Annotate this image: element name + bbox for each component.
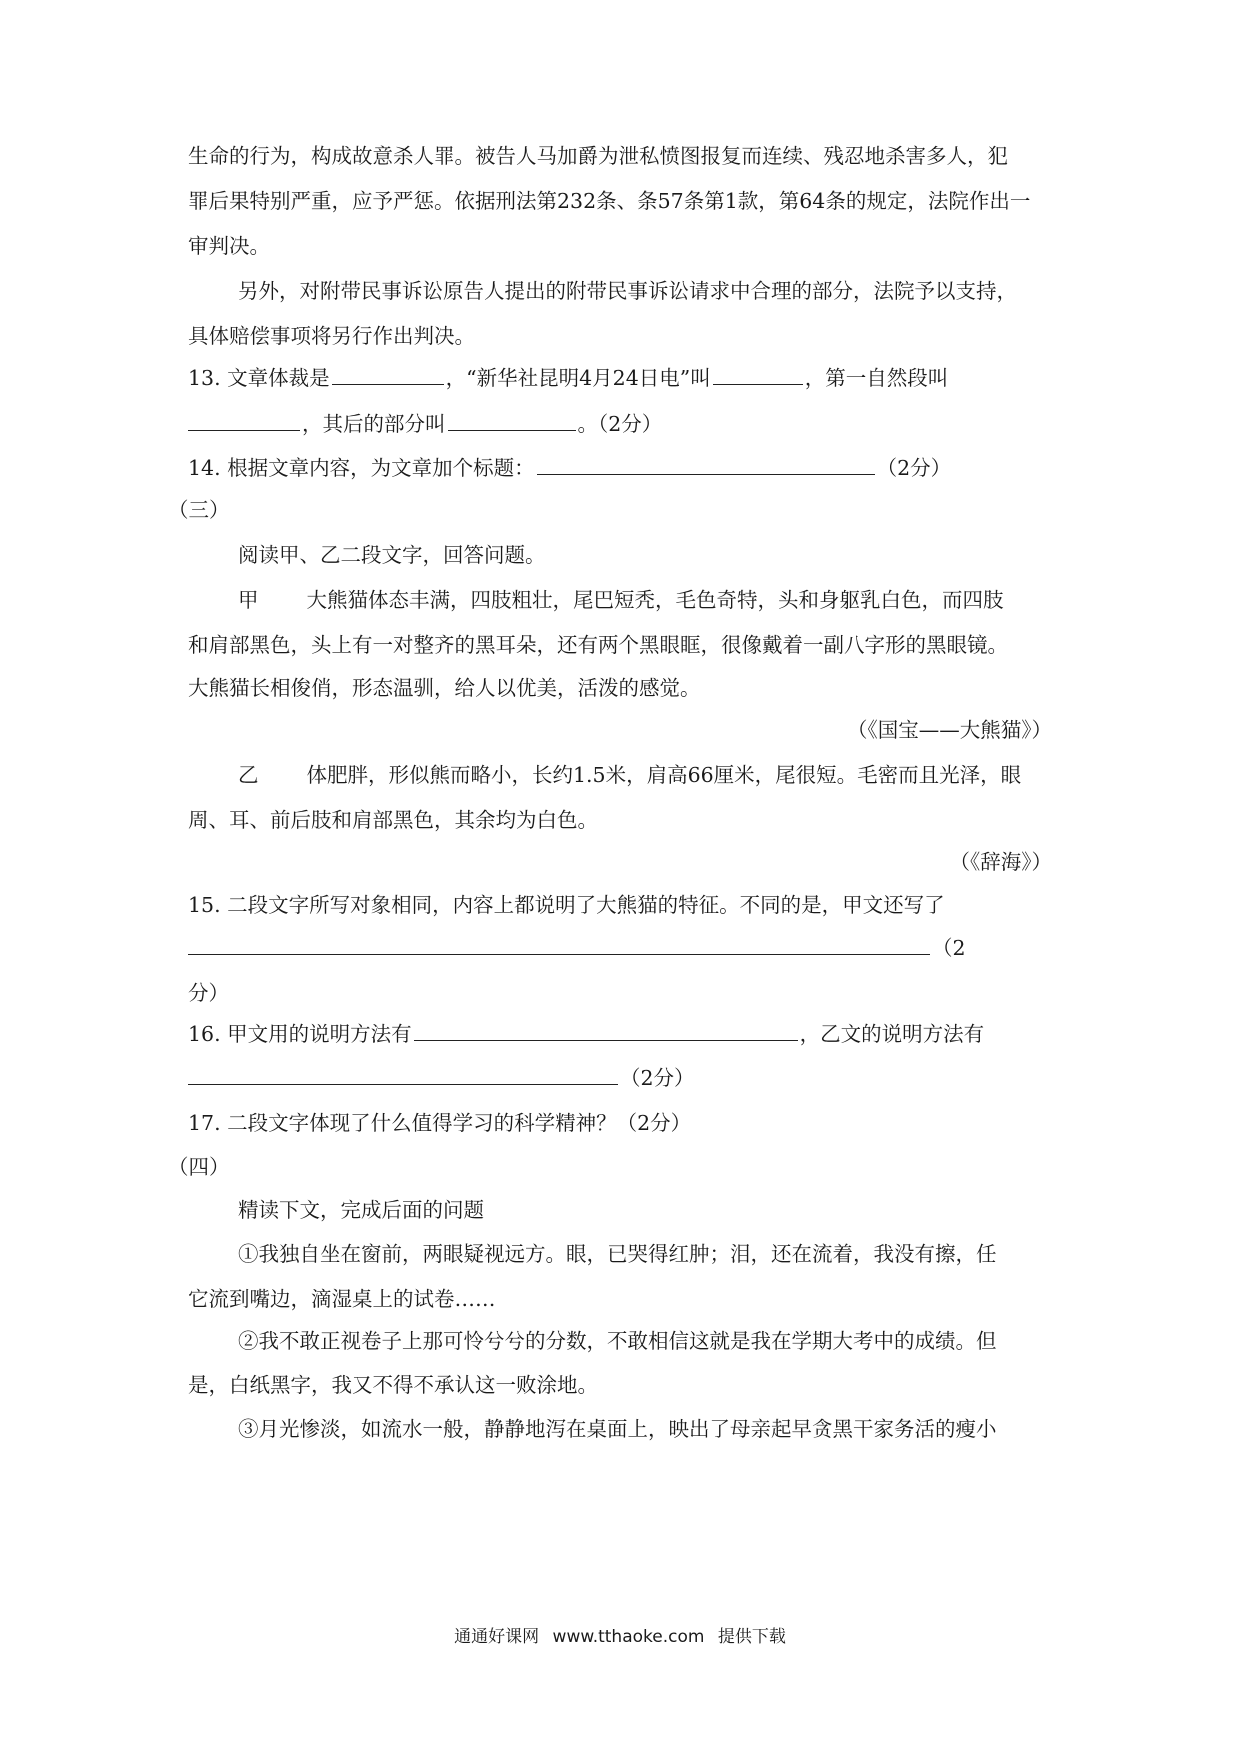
section-3-heading: （三） <box>168 498 230 522</box>
question-16 <box>188 1020 1058 1048</box>
answer-blank[interactable] <box>713 364 803 385</box>
q14-text-a: 14. 根据文章内容，为文章加个标题： <box>188 456 535 480</box>
footer-site-name: 通通好课网 <box>454 1627 540 1647</box>
passage-yi-line: 周、耳、前后肢和肩部黑色，其余均为白色。 <box>188 808 598 832</box>
answer-blank[interactable] <box>188 1064 618 1085</box>
question-15: 15. 二段文字所写对象相同，内容上都说明了大熊猫的特征。不同的是，甲文还写了 <box>188 893 945 917</box>
passage-jia-line <box>238 586 1108 614</box>
passage-paragraph-3: ③月光惨淡，如流水一般，静静地泻在桌面上，映出了母亲起早贪黑干家务活的瘦小 <box>238 1417 997 1441</box>
q15-score-b: 分） <box>188 981 229 1005</box>
q13-text-d: ，其后的部分叫 <box>302 412 446 436</box>
passage-line: 审判决。 <box>188 234 270 258</box>
passage-line: 罪后果特别严重，应予严惩。依据刑法第232条、条57条第1款，第64条的规定，法院作出一 <box>188 189 1031 213</box>
passage-jia-line: 和肩部黑色，头上有一对整齐的黑耳朵，还有两个黑眼眶，很像戴着一副八字形的黑眼镜。 <box>188 633 1008 657</box>
passage-jia-source: （《国宝——大熊猫》） <box>847 718 1052 742</box>
q16-text-b: ，乙文的说明方法有 <box>799 1022 985 1046</box>
q13-text-a: 13. 文章体裁是 <box>188 366 330 390</box>
q13-text-c: ，第一自然段叫 <box>804 366 949 390</box>
answer-blank[interactable] <box>188 410 300 431</box>
passage-paragraph-1: 它流到嘴边，滴湿桌上的试卷…… <box>188 1287 496 1311</box>
q15-score-a: （2 <box>932 936 966 960</box>
section-3-intro: 阅读甲、乙二段文字，回答问题。 <box>238 543 546 567</box>
footer-url[interactable]: www.tthaoke.com <box>552 1627 705 1647</box>
passage-line: 另外，对附带民事诉讼原告人提出的附带民事诉讼请求中合理的部分，法院予以支持， <box>238 279 1017 303</box>
question-13 <box>188 364 1058 392</box>
passage-paragraph-2: ②我不敢正视卷子上那可怜兮兮的分数，不敢相信这就是我在学期大考中的成绩。但 <box>238 1329 997 1353</box>
answer-blank[interactable] <box>188 934 930 955</box>
section-4-intro: 精读下文，完成后面的问题 <box>238 1198 484 1222</box>
question-16-cont <box>188 1064 1058 1092</box>
passage-paragraph-1: ①我独自坐在窗前，两眼疑视远方。眼，已哭得红肿；泪，还在流着，我没有擦，任 <box>238 1242 997 1266</box>
passage-jia-text: 大熊猫体态丰满，四肢粗壮，尾巴短秃，毛色奇特，头和身躯乳白色，而四肢 <box>306 588 1004 612</box>
answer-blank[interactable] <box>537 454 875 475</box>
question-15-answer-line <box>188 934 1058 962</box>
question-17: 17. 二段文字体现了什么值得学习的科学精神？（2分） <box>188 1111 692 1135</box>
question-13-cont <box>188 410 1058 438</box>
q16-text-a: 16. 甲文用的说明方法有 <box>188 1022 412 1046</box>
passage-jia-line: 大熊猫长相俊俏，形态温驯，给人以优美，活泼的感觉。 <box>188 676 701 700</box>
passage-line: 具体赔偿事项将另行作出判决。 <box>188 324 475 348</box>
passage-paragraph-2: 是，白纸黑字，我又不得不承认这一败涂地。 <box>188 1373 598 1397</box>
passage-yi-source: （《辞海》） <box>949 850 1052 874</box>
answer-blank[interactable] <box>448 410 576 431</box>
passage-jia-label: 甲 <box>238 588 259 612</box>
answer-blank[interactable] <box>414 1020 798 1041</box>
q14-score: （2分） <box>876 456 952 480</box>
page-footer <box>0 1625 1240 1649</box>
q13-text-b: ，“新华社昆明4月24日电”叫 <box>445 366 711 390</box>
passage-yi-label: 乙 <box>238 763 259 787</box>
q16-score: （2分） <box>620 1066 695 1090</box>
footer-suffix: 提供下载 <box>717 1627 786 1647</box>
passage-line: 生命的行为，构成故意杀人罪。被告人马加爵为泄私愤图报复而连续、残忍地杀害多人，犯 <box>188 144 1008 168</box>
passage-yi-line <box>238 761 1108 789</box>
section-4-heading: （四） <box>168 1155 230 1179</box>
question-14 <box>188 454 1058 482</box>
passage-yi-text: 体肥胖，形似熊而略小，长约1.5米，肩高66厘米，尾很短。毛密而且光泽，眼 <box>306 763 1022 787</box>
answer-blank[interactable] <box>332 364 444 385</box>
q13-text-e: 。（2分） <box>577 412 663 436</box>
